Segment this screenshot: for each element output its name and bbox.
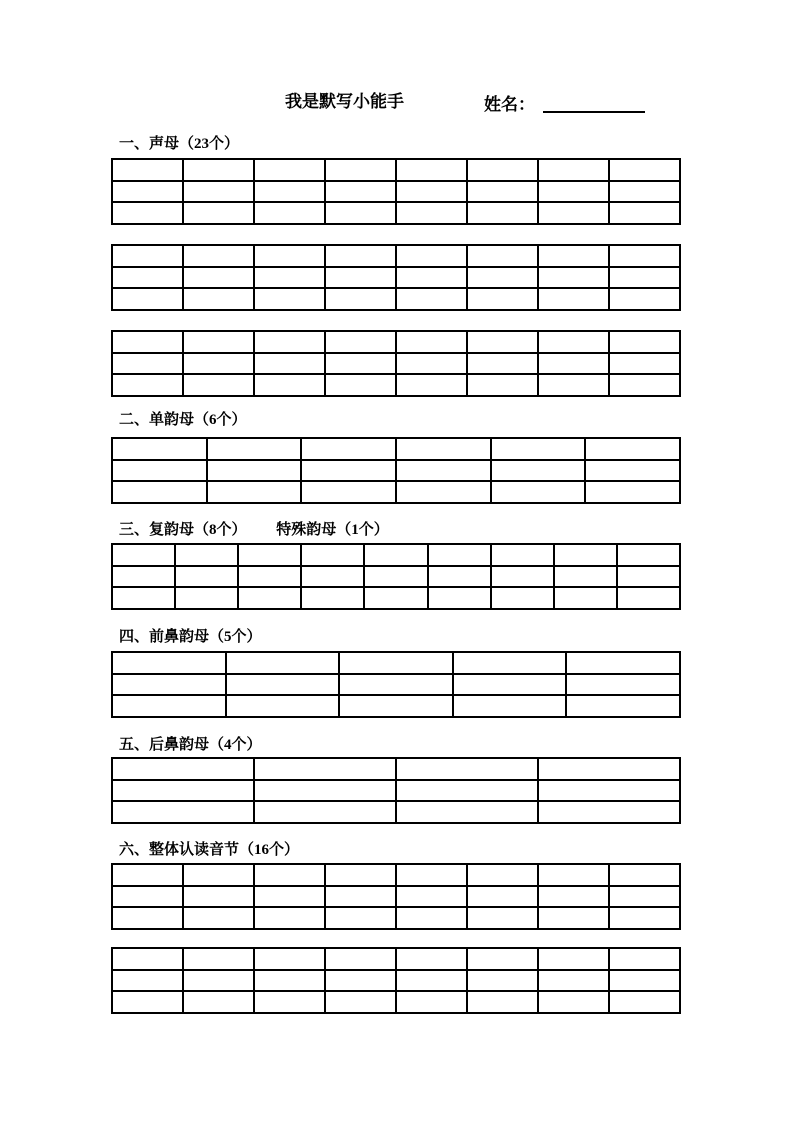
- grid-cell[interactable]: [183, 907, 254, 929]
- grid-row: [112, 202, 680, 224]
- grid-cell[interactable]: [538, 374, 609, 396]
- grid-cell[interactable]: [364, 544, 427, 566]
- grid-cell[interactable]: [609, 159, 680, 181]
- grid-row: [112, 460, 680, 482]
- qianbi-yunmu-heading: 四、前鼻韵母（5个）: [119, 629, 262, 645]
- shengmu-grid-3: [111, 330, 681, 397]
- grid-row: [112, 801, 680, 823]
- grid-cell[interactable]: [538, 970, 609, 992]
- grid-cell[interactable]: [207, 460, 302, 482]
- grid-cell[interactable]: [538, 202, 609, 224]
- grid-cell[interactable]: [453, 652, 567, 674]
- grid-cell[interactable]: [325, 864, 396, 886]
- grid-cell[interactable]: [112, 907, 183, 929]
- grid-cell[interactable]: [538, 181, 609, 203]
- grid-cell[interactable]: [566, 652, 680, 674]
- grid-cell[interactable]: [112, 267, 183, 289]
- grid-cell[interactable]: [254, 353, 325, 375]
- name-underline[interactable]: [543, 95, 645, 113]
- grid-cell[interactable]: [396, 159, 467, 181]
- grid-cell[interactable]: [112, 970, 183, 992]
- grid-cell[interactable]: [254, 864, 325, 886]
- shengmu-heading: 一、声母（23个）: [119, 136, 240, 152]
- grid-cell[interactable]: [325, 886, 396, 908]
- grid-cell[interactable]: [183, 288, 254, 310]
- grid-cell[interactable]: [226, 652, 340, 674]
- grid-row: [112, 159, 680, 181]
- grid-cell[interactable]: [325, 374, 396, 396]
- grid-cell[interactable]: [254, 780, 396, 802]
- grid-cell[interactable]: [325, 288, 396, 310]
- grid-cell[interactable]: [364, 587, 427, 609]
- houbi-yunmu-grid: [111, 757, 681, 824]
- grid-cell[interactable]: [491, 460, 586, 482]
- grid-cell[interactable]: [491, 566, 554, 588]
- grid-cell[interactable]: [339, 652, 453, 674]
- grid-cell[interactable]: [396, 288, 467, 310]
- shengmu-grid-2: [111, 244, 681, 311]
- grid-row: [112, 907, 680, 929]
- grid-cell[interactable]: [396, 202, 467, 224]
- grid-cell[interactable]: [609, 331, 680, 353]
- grid-cell[interactable]: [428, 544, 491, 566]
- grid-cell[interactable]: [538, 948, 609, 970]
- grid-cell[interactable]: [112, 288, 183, 310]
- grid-row: [112, 288, 680, 310]
- grid-cell[interactable]: [183, 159, 254, 181]
- grid-cell[interactable]: [183, 991, 254, 1013]
- grid-cell[interactable]: [254, 331, 325, 353]
- grid-cell[interactable]: [183, 245, 254, 267]
- grid-row: [112, 948, 680, 970]
- grid-cell[interactable]: [467, 864, 538, 886]
- grid-cell[interactable]: [112, 181, 183, 203]
- grid-cell[interactable]: [183, 353, 254, 375]
- grid-cell[interactable]: [396, 245, 467, 267]
- grid-cell[interactable]: [538, 288, 609, 310]
- grid-cell[interactable]: [467, 886, 538, 908]
- grid-cell[interactable]: [183, 202, 254, 224]
- grid-row: [112, 438, 680, 460]
- grid-cell[interactable]: [396, 481, 491, 503]
- grid-cell[interactable]: [254, 886, 325, 908]
- danyunmu-grid: [111, 437, 681, 504]
- grid-cell[interactable]: [325, 991, 396, 1013]
- grid-cell[interactable]: [609, 864, 680, 886]
- grid-cell[interactable]: [396, 353, 467, 375]
- grid-cell[interactable]: [467, 948, 538, 970]
- grid-cell[interactable]: [112, 544, 175, 566]
- grid-cell[interactable]: [254, 202, 325, 224]
- grid-row: [112, 674, 680, 696]
- grid-row: [112, 991, 680, 1013]
- grid-cell[interactable]: [396, 181, 467, 203]
- grid-cell[interactable]: [396, 331, 467, 353]
- grid-cell[interactable]: [609, 970, 680, 992]
- grid-cell[interactable]: [183, 948, 254, 970]
- grid-cell[interactable]: [609, 948, 680, 970]
- grid-cell[interactable]: [538, 780, 680, 802]
- grid-cell[interactable]: [609, 374, 680, 396]
- grid-cell[interactable]: [538, 886, 609, 908]
- grid-cell[interactable]: [467, 181, 538, 203]
- grid-row: [112, 758, 680, 780]
- danyunmu-heading: 二、单韵母（6个）: [119, 412, 247, 428]
- grid-cell[interactable]: [428, 587, 491, 609]
- grid-cell[interactable]: [112, 438, 207, 460]
- grid-cell[interactable]: [566, 695, 680, 717]
- grid-cell[interactable]: [175, 566, 238, 588]
- grid-cell[interactable]: [254, 288, 325, 310]
- grid-cell[interactable]: [396, 460, 491, 482]
- grid-cell[interactable]: [183, 331, 254, 353]
- grid-row: [112, 267, 680, 289]
- grid-cell[interactable]: [585, 460, 680, 482]
- grid-cell[interactable]: [254, 267, 325, 289]
- grid-cell[interactable]: [396, 948, 467, 970]
- grid-cell[interactable]: [554, 566, 617, 588]
- grid-row: [112, 886, 680, 908]
- grid-cell[interactable]: [254, 991, 325, 1013]
- grid-cell[interactable]: [301, 460, 396, 482]
- grid-cell[interactable]: [226, 695, 340, 717]
- grid-cell[interactable]: [538, 245, 609, 267]
- grid-cell[interactable]: [538, 758, 680, 780]
- zhengti-rendu-grid-2: [111, 947, 681, 1014]
- zhengti-rendu-heading: 六、整体认读音节（16个）: [119, 842, 300, 858]
- grid-cell[interactable]: [183, 181, 254, 203]
- grid-cell[interactable]: [453, 695, 567, 717]
- grid-cell[interactable]: [554, 587, 617, 609]
- grid-cell[interactable]: [112, 202, 183, 224]
- grid-cell[interactable]: [112, 991, 183, 1013]
- name-field: [484, 92, 645, 115]
- grid-row: [112, 695, 680, 717]
- grid-cell[interactable]: [301, 587, 364, 609]
- grid-cell[interactable]: [254, 948, 325, 970]
- houbi-yunmu-heading: 五、后鼻韵母（4个）: [119, 737, 262, 753]
- grid-cell[interactable]: [396, 267, 467, 289]
- grid-cell[interactable]: [609, 202, 680, 224]
- grid-cell[interactable]: [112, 331, 183, 353]
- grid-cell[interactable]: [325, 948, 396, 970]
- grid-cell[interactable]: [538, 353, 609, 375]
- grid-cell[interactable]: [566, 674, 680, 696]
- grid-cell[interactable]: [301, 438, 396, 460]
- grid-row: [112, 652, 680, 674]
- grid-cell[interactable]: [396, 864, 467, 886]
- grid-cell[interactable]: [254, 801, 396, 823]
- grid-cell[interactable]: [238, 566, 301, 588]
- grid-cell[interactable]: [467, 353, 538, 375]
- grid-cell[interactable]: [538, 267, 609, 289]
- grid-cell[interactable]: [254, 758, 396, 780]
- grid-cell[interactable]: [364, 566, 427, 588]
- grid-cell[interactable]: [183, 374, 254, 396]
- grid-row: [112, 331, 680, 353]
- fuyunmu-heading: [119, 522, 389, 539]
- grid-row: [112, 780, 680, 802]
- name-label: 姓名：: [484, 95, 535, 114]
- grid-cell[interactable]: [491, 438, 586, 460]
- grid-cell[interactable]: [491, 587, 554, 609]
- grid-cell[interactable]: [112, 674, 226, 696]
- zhengti-rendu-grid-1: [111, 863, 681, 930]
- grid-cell[interactable]: [467, 907, 538, 929]
- grid-cell[interactable]: [585, 438, 680, 460]
- grid-cell[interactable]: [254, 970, 325, 992]
- grid-cell[interactable]: [538, 907, 609, 929]
- grid-cell[interactable]: [112, 159, 183, 181]
- grid-cell[interactable]: [325, 907, 396, 929]
- grid-row: [112, 245, 680, 267]
- grid-cell[interactable]: [301, 481, 396, 503]
- grid-cell[interactable]: [112, 481, 207, 503]
- grid-cell[interactable]: [226, 674, 340, 696]
- grid-row: [112, 181, 680, 203]
- grid-cell[interactable]: [112, 801, 254, 823]
- grid-cell[interactable]: [112, 948, 183, 970]
- fuyunmu-grid: [111, 543, 681, 610]
- grid-cell[interactable]: [396, 907, 467, 929]
- grid-cell[interactable]: [112, 245, 183, 267]
- grid-cell[interactable]: [112, 587, 175, 609]
- grid-cell[interactable]: [491, 481, 586, 503]
- grid-cell[interactable]: [325, 353, 396, 375]
- grid-cell[interactable]: [112, 374, 183, 396]
- grid-cell[interactable]: [617, 587, 680, 609]
- grid-row: [112, 864, 680, 886]
- grid-cell[interactable]: [538, 331, 609, 353]
- grid-cell[interactable]: [538, 801, 680, 823]
- grid-cell[interactable]: [325, 181, 396, 203]
- grid-cell[interactable]: [609, 886, 680, 908]
- grid-cell[interactable]: [112, 460, 207, 482]
- grid-cell[interactable]: [325, 331, 396, 353]
- grid-row: [112, 970, 680, 992]
- qianbi-yunmu-grid: [111, 651, 681, 718]
- grid-cell[interactable]: [585, 481, 680, 503]
- grid-row: [112, 587, 680, 609]
- grid-cell[interactable]: [238, 544, 301, 566]
- grid-cell[interactable]: [112, 864, 183, 886]
- grid-cell[interactable]: [467, 267, 538, 289]
- grid-cell[interactable]: [453, 674, 567, 696]
- grid-cell[interactable]: [183, 886, 254, 908]
- grid-cell[interactable]: [538, 864, 609, 886]
- grid-cell[interactable]: [609, 907, 680, 929]
- grid-cell[interactable]: [538, 159, 609, 181]
- grid-cell[interactable]: [112, 695, 226, 717]
- grid-cell[interactable]: [467, 288, 538, 310]
- teshu-yunmu-heading-label: 特殊韵母（1个）: [276, 522, 389, 538]
- grid-cell[interactable]: [301, 544, 364, 566]
- grid-row: [112, 481, 680, 503]
- grid-cell[interactable]: [207, 438, 302, 460]
- grid-cell[interactable]: [325, 970, 396, 992]
- grid-cell[interactable]: [396, 801, 538, 823]
- grid-cell[interactable]: [396, 374, 467, 396]
- grid-cell[interactable]: [396, 886, 467, 908]
- grid-cell[interactable]: [112, 566, 175, 588]
- grid-row: [112, 544, 680, 566]
- grid-cell[interactable]: [339, 674, 453, 696]
- grid-cell[interactable]: [339, 695, 453, 717]
- grid-cell[interactable]: [467, 374, 538, 396]
- grid-cell[interactable]: [396, 780, 538, 802]
- grid-cell[interactable]: [467, 991, 538, 1013]
- grid-cell[interactable]: [112, 758, 254, 780]
- grid-cell[interactable]: [467, 202, 538, 224]
- grid-cell[interactable]: [325, 267, 396, 289]
- grid-cell[interactable]: [617, 566, 680, 588]
- grid-cell[interactable]: [538, 991, 609, 1013]
- grid-cell[interactable]: [183, 864, 254, 886]
- grid-cell[interactable]: [467, 245, 538, 267]
- grid-cell[interactable]: [467, 159, 538, 181]
- grid-cell[interactable]: [325, 245, 396, 267]
- grid-row: [112, 374, 680, 396]
- grid-cell[interactable]: [609, 991, 680, 1013]
- grid-cell[interactable]: [467, 331, 538, 353]
- grid-cell[interactable]: [183, 970, 254, 992]
- grid-cell[interactable]: [254, 159, 325, 181]
- grid-cell[interactable]: [238, 587, 301, 609]
- grid-cell[interactable]: [491, 544, 554, 566]
- grid-cell[interactable]: [301, 566, 364, 588]
- grid-cell[interactable]: [207, 481, 302, 503]
- shengmu-grid-1: [111, 158, 681, 225]
- grid-cell[interactable]: [396, 991, 467, 1013]
- grid-cell[interactable]: [617, 544, 680, 566]
- grid-cell[interactable]: [609, 288, 680, 310]
- grid-cell[interactable]: [254, 374, 325, 396]
- grid-cell[interactable]: [609, 353, 680, 375]
- grid-cell[interactable]: [112, 780, 254, 802]
- grid-cell[interactable]: [325, 202, 396, 224]
- grid-cell[interactable]: [609, 267, 680, 289]
- grid-cell[interactable]: [112, 652, 226, 674]
- grid-row: [112, 353, 680, 375]
- grid-cell[interactable]: [325, 159, 396, 181]
- grid-cell[interactable]: [175, 587, 238, 609]
- grid-cell[interactable]: [254, 181, 325, 203]
- grid-cell[interactable]: [467, 970, 538, 992]
- grid-cell[interactable]: [396, 970, 467, 992]
- grid-cell[interactable]: [112, 886, 183, 908]
- grid-cell[interactable]: [609, 245, 680, 267]
- grid-cell[interactable]: [396, 758, 538, 780]
- grid-cell[interactable]: [554, 544, 617, 566]
- grid-cell[interactable]: [175, 544, 238, 566]
- grid-cell[interactable]: [254, 907, 325, 929]
- worksheet-title: 我是默写小能手: [285, 92, 404, 111]
- grid-cell[interactable]: [254, 245, 325, 267]
- grid-cell[interactable]: [609, 181, 680, 203]
- grid-cell[interactable]: [183, 267, 254, 289]
- grid-cell[interactable]: [428, 566, 491, 588]
- grid-cell[interactable]: [112, 353, 183, 375]
- grid-cell[interactable]: [396, 438, 491, 460]
- grid-row: [112, 566, 680, 588]
- fuyunmu-heading-label: 三、复韵母（8个）: [119, 522, 247, 538]
